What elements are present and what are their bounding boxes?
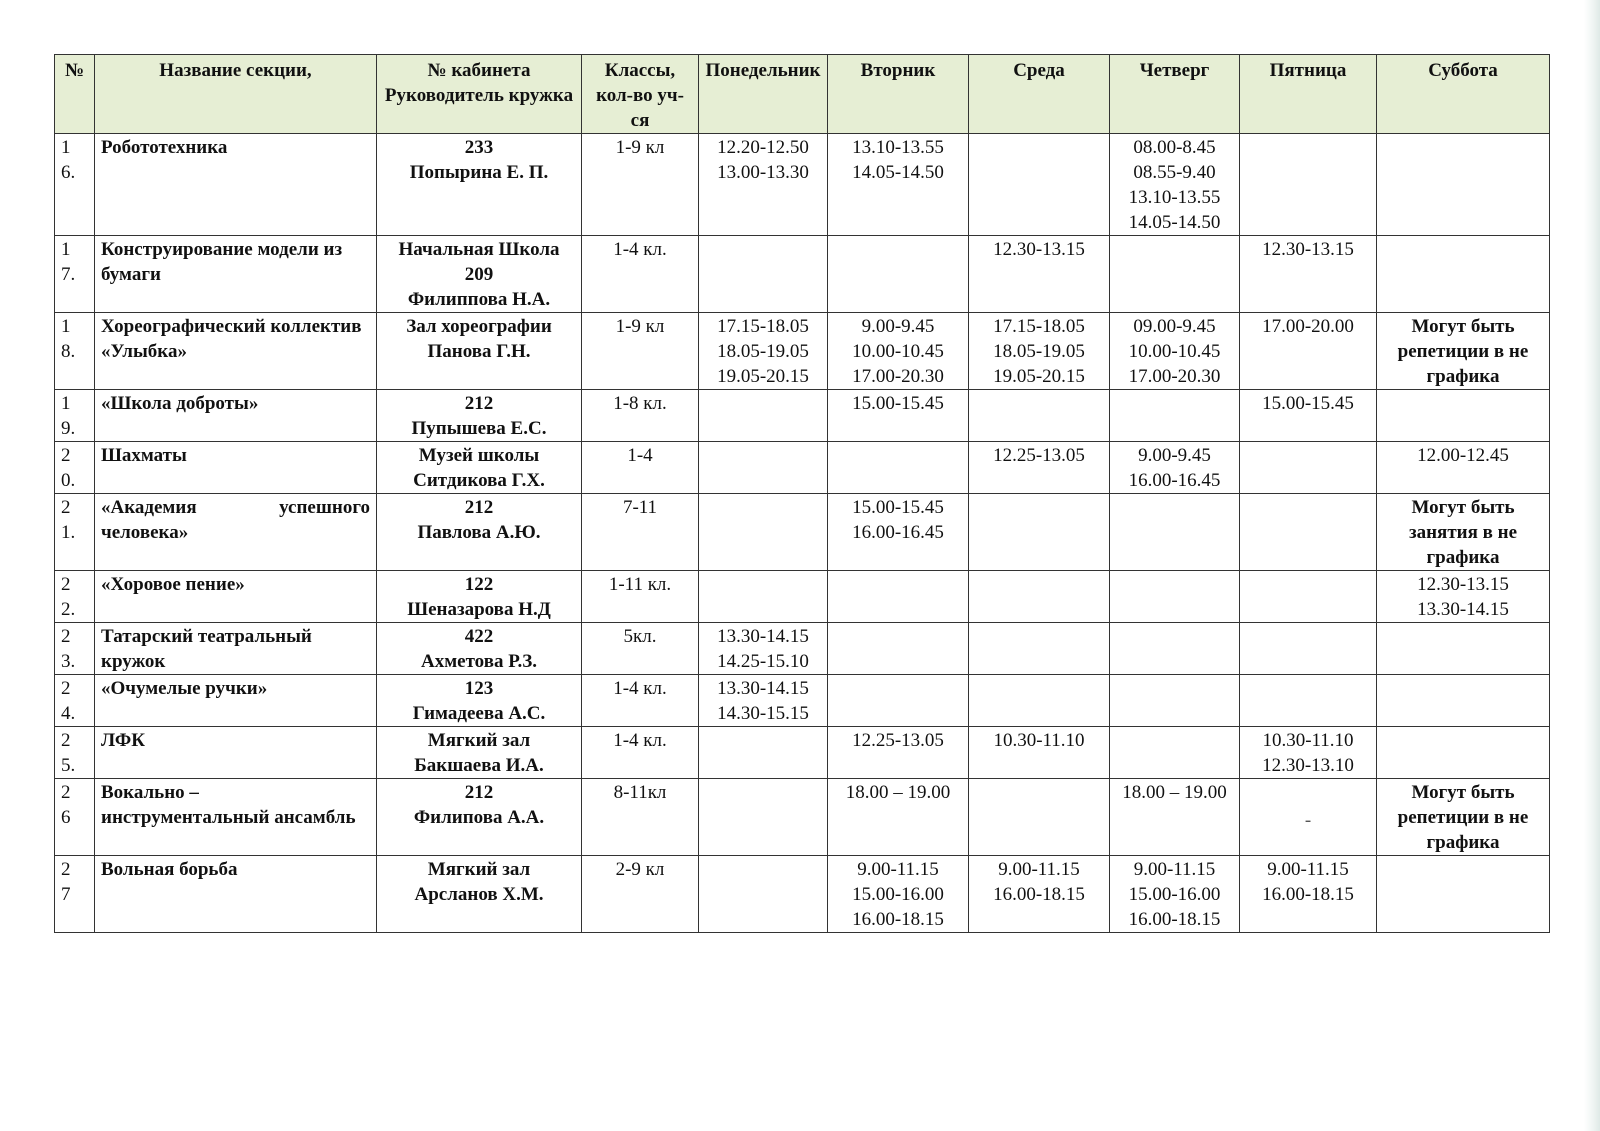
- time-slot: 16.00-18.15: [1262, 884, 1354, 905]
- table-row: [55, 442, 1550, 494]
- section-name: Татарский театральный кружок: [95, 623, 377, 675]
- room-line: Гимадеева А.С.: [412, 703, 546, 724]
- row-number-line: 2: [61, 859, 71, 880]
- table-row: [55, 134, 1550, 236]
- row-number-line: 1: [61, 239, 71, 260]
- row-number-line: 2: [61, 678, 71, 699]
- classes-cell: 1-11 кл.: [582, 571, 699, 623]
- schedule-cell-tue: [828, 442, 969, 494]
- room-and-leader: [377, 236, 582, 313]
- row-number-line: 1.: [61, 522, 76, 543]
- schedule-cell-mon: [699, 571, 828, 623]
- room-line: Филипова А.А.: [413, 807, 545, 828]
- schedule-cell-wed: [969, 856, 1110, 933]
- time-slot: 15.00-15.45: [852, 497, 944, 518]
- room-line: 123: [464, 678, 494, 699]
- header-wed: Среда: [969, 55, 1110, 134]
- saturday-note: Могут быть репетиции в не графика: [1377, 779, 1550, 856]
- schedule-cell-fri: [1240, 313, 1377, 390]
- section-name: Вокально – инструментальный ансамбль: [95, 779, 377, 856]
- row-number-line: 8.: [61, 341, 76, 362]
- table-row: [55, 390, 1550, 442]
- header-room: № кабинета Руководитель кружка: [377, 55, 582, 134]
- room-and-leader: [377, 779, 582, 856]
- scan-edge: [1584, 0, 1600, 1131]
- room-line: Павлова А.Ю.: [417, 522, 541, 543]
- schedule-cell-tue: [828, 675, 969, 727]
- room-line: Бакшаева И.А.: [414, 755, 544, 776]
- time-slot: 12.30-13.15: [993, 239, 1085, 260]
- time-slot: 9.00-11.15: [857, 859, 939, 880]
- row-number-line: 6: [61, 807, 71, 828]
- schedule-cell-mon: [699, 134, 828, 236]
- time-slot: 15.00-15.45: [1262, 393, 1354, 414]
- time-slot: 10.00-10.45: [852, 341, 944, 362]
- schedule-cell-wed: [969, 727, 1110, 779]
- schedule-cell-thu: [1110, 494, 1240, 571]
- room-and-leader: [377, 675, 582, 727]
- time-slot: 19.05-20.15: [993, 366, 1085, 387]
- room-line: 212: [464, 782, 494, 803]
- schedule-cell-mon: [699, 390, 828, 442]
- room-line: 233: [464, 137, 494, 158]
- time-slot: 9.00-11.15: [1267, 859, 1349, 880]
- time-slot: 12.25-13.05: [993, 445, 1085, 466]
- schedule-cell-fri: [1240, 442, 1377, 494]
- schedule-cell-tue: [828, 134, 969, 236]
- time-slot: 13.30-14.15: [717, 678, 809, 699]
- room-and-leader: [377, 494, 582, 571]
- schedule-cell-wed: [969, 134, 1110, 236]
- schedule-cell-mon: [699, 727, 828, 779]
- room-line: Пупышева Е.С.: [411, 418, 547, 439]
- classes-cell: 2-9 кл: [582, 856, 699, 933]
- room-and-leader: [377, 623, 582, 675]
- section-name: «Очумелые ручки»: [95, 675, 377, 727]
- row-number-line: 1: [61, 393, 71, 414]
- schedule-cell-sat: [1377, 236, 1550, 313]
- schedule-cell-tue: [828, 779, 969, 856]
- row-number: [55, 494, 95, 571]
- schedule-cell-mon: [699, 779, 828, 856]
- room-and-leader: [377, 442, 582, 494]
- schedule-cell-thu: [1110, 134, 1240, 236]
- row-number-line: 5.: [61, 755, 76, 776]
- classes-cell: 7-11: [582, 494, 699, 571]
- schedule-cell-thu: [1110, 390, 1240, 442]
- schedule-cell-wed: [969, 236, 1110, 313]
- room-line: Ситдикова Г.Х.: [413, 470, 545, 491]
- row-number-line: 6.: [61, 162, 76, 183]
- schedule-cell-tue: [828, 727, 969, 779]
- schedule-cell-mon: [699, 675, 828, 727]
- time-slot: 10.30-11.10: [993, 730, 1085, 751]
- time-slot: 12.30-13.15: [1262, 239, 1354, 260]
- section-name: «Школа доброты»: [95, 390, 377, 442]
- row-number: [55, 236, 95, 313]
- schedule-cell-mon: [699, 494, 828, 571]
- time-slot: 18.05-19.05: [993, 341, 1085, 362]
- header-no: №: [55, 55, 95, 134]
- time-slot: 19.05-20.15: [717, 366, 809, 387]
- header-fri: Пятница: [1240, 55, 1377, 134]
- schedule-cell-fri: [1240, 779, 1377, 856]
- section-name: Шахматы: [95, 442, 377, 494]
- schedule-cell-fri: [1240, 571, 1377, 623]
- time-slot: 10.00-10.45: [1128, 341, 1221, 362]
- schedule-cell-wed: [969, 390, 1110, 442]
- schedule-cell-tue: [828, 390, 969, 442]
- schedule-cell-wed: [969, 675, 1110, 727]
- row-number-line: 3.: [61, 651, 76, 672]
- schedule-cell-fri: [1240, 236, 1377, 313]
- time-slot: 12.20-12.50: [717, 137, 809, 158]
- table-row: [55, 779, 1550, 856]
- header-row: [55, 55, 1550, 134]
- room-and-leader: [377, 856, 582, 933]
- room-and-leader: [377, 727, 582, 779]
- section-name: Конструирование модели из бумаги: [95, 236, 377, 313]
- row-number: [55, 571, 95, 623]
- classes-cell: 8-11кл: [582, 779, 699, 856]
- classes-cell: 1-9 кл: [582, 313, 699, 390]
- schedule-cell-thu: [1110, 727, 1240, 779]
- row-number-line: 7.: [61, 264, 76, 285]
- schedule-cell-thu: [1110, 571, 1240, 623]
- room-line: 209: [464, 264, 494, 285]
- time-slot: 08.00-8.45: [1133, 137, 1216, 158]
- room-line: Арсланов Х.М.: [414, 884, 544, 905]
- schedule-cell-wed: [969, 779, 1110, 856]
- time-slot: 18.00 – 19.00: [1122, 782, 1227, 803]
- schedule-cell-sat: [1377, 675, 1550, 727]
- schedule-cell-fri: [1240, 675, 1377, 727]
- schedule-cell-fri: [1240, 856, 1377, 933]
- schedule-cell-wed: [969, 442, 1110, 494]
- room-line: Мягкий зал: [427, 730, 531, 751]
- time-slot: 10.30-11.10: [1262, 730, 1354, 751]
- room-line: Зал хореографии: [406, 316, 552, 337]
- schedule-cell-sat: [1377, 571, 1550, 623]
- schedule-table: [54, 54, 1550, 933]
- time-slot: 18.05-19.05: [717, 341, 809, 362]
- schedule-cell-wed: [969, 623, 1110, 675]
- time-slot: 15.00-16.00: [852, 884, 944, 905]
- time-slot: 15.00-16.00: [1128, 884, 1221, 905]
- classes-cell: 1-4 кл.: [582, 236, 699, 313]
- schedule-cell-mon: [699, 236, 828, 313]
- room-line: 422: [464, 626, 494, 647]
- schedule-cell-thu: [1110, 313, 1240, 390]
- time-slot: 13.10-13.55: [1128, 187, 1221, 208]
- time-slot: 13.00-13.30: [717, 162, 809, 183]
- classes-cell: 1-8 кл.: [582, 390, 699, 442]
- room-line: Филиппова Н.А.: [407, 289, 551, 310]
- classes-cell: 5кл.: [582, 623, 699, 675]
- schedule-cell-wed: [969, 571, 1110, 623]
- schedule-cell-thu: [1110, 623, 1240, 675]
- schedule-cell-sat: [1377, 442, 1550, 494]
- time-slot: 17.15-18.05: [993, 316, 1085, 337]
- classes-cell: 1-4 кл.: [582, 675, 699, 727]
- row-number: [55, 856, 95, 933]
- room-line: Ахметова Р.З.: [421, 651, 537, 672]
- schedule-cell-mon: [699, 623, 828, 675]
- time-slot: 17.15-18.05: [717, 316, 809, 337]
- time-slot: 17.00-20.30: [1128, 366, 1221, 387]
- section-name: Робототехника: [95, 134, 377, 236]
- time-slot: 16.00-18.15: [993, 884, 1085, 905]
- table-row: [55, 675, 1550, 727]
- section-name: Хореографический коллектив «Улыбка»: [95, 313, 377, 390]
- row-number-line: 9.: [61, 418, 76, 439]
- time-slot: 18.00 – 19.00: [845, 782, 951, 803]
- room-line: Начальная Школа: [398, 239, 560, 260]
- time-slot: 13.10-13.55: [852, 137, 944, 158]
- schedule-cell-sat: [1377, 623, 1550, 675]
- row-number: [55, 134, 95, 236]
- table-row: [55, 856, 1550, 933]
- time-slot: 15.00-15.45: [852, 393, 944, 414]
- row-number: [55, 313, 95, 390]
- classes-cell: 1-9 кл: [582, 134, 699, 236]
- section-name: «Академия успешного человека»: [95, 494, 377, 571]
- row-number-line: 2: [61, 574, 71, 595]
- time-slot: 12.30-13.10: [1262, 755, 1354, 776]
- time-slot: 12.30-13.15: [1417, 574, 1509, 595]
- schedule-cell-fri: [1240, 623, 1377, 675]
- time-slot: 14.05-14.50: [852, 162, 944, 183]
- table-row: [55, 623, 1550, 675]
- header-mon: Понедельник: [699, 55, 828, 134]
- row-number-line: 2.: [61, 599, 76, 620]
- row-number: [55, 390, 95, 442]
- time-slot: 9.00-11.15: [998, 859, 1080, 880]
- room-line: 122: [464, 574, 494, 595]
- row-number-line: 2: [61, 782, 71, 803]
- schedule-cell-thu: [1110, 236, 1240, 313]
- schedule-cell-sat: [1377, 390, 1550, 442]
- schedule-cell-sat: [1377, 856, 1550, 933]
- dash-mark: -: [1304, 810, 1312, 831]
- time-slot: 16.00-18.15: [1128, 909, 1221, 930]
- classes-cell: 1-4: [582, 442, 699, 494]
- schedule-cell-wed: [969, 494, 1110, 571]
- schedule-cell-fri: [1240, 727, 1377, 779]
- table-row: [55, 494, 1550, 571]
- time-slot: 9.00-9.45: [861, 316, 935, 337]
- schedule-cell-thu: [1110, 779, 1240, 856]
- header-thu: Четверг: [1110, 55, 1240, 134]
- time-slot: 17.00-20.00: [1262, 316, 1354, 337]
- section-name: Вольная борьба: [95, 856, 377, 933]
- schedule-body: [55, 134, 1550, 933]
- schedule-cell-thu: [1110, 442, 1240, 494]
- schedule-cell-mon: [699, 442, 828, 494]
- time-slot: 16.00-16.45: [1128, 470, 1221, 491]
- row-number: [55, 727, 95, 779]
- row-number-line: 1: [61, 316, 71, 337]
- time-slot: 14.30-15.15: [717, 703, 809, 724]
- row-number-line: 2: [61, 497, 71, 518]
- schedule-cell-tue: [828, 571, 969, 623]
- room-and-leader: [377, 571, 582, 623]
- time-slot: 14.25-15.10: [717, 651, 809, 672]
- schedule-cell-sat: [1377, 727, 1550, 779]
- room-line: Музей школы: [418, 445, 540, 466]
- time-slot: 14.05-14.50: [1128, 212, 1221, 233]
- time-slot: 16.00-18.15: [852, 909, 944, 930]
- schedule-cell-tue: [828, 313, 969, 390]
- room-and-leader: [377, 134, 582, 236]
- time-slot: 12.00-12.45: [1417, 445, 1509, 466]
- room-line: Шеназарова Н.Д: [407, 599, 551, 620]
- row-number: [55, 623, 95, 675]
- schedule-cell-mon: [699, 313, 828, 390]
- time-slot: 13.30-14.15: [1417, 599, 1509, 620]
- room-and-leader: [377, 390, 582, 442]
- saturday-note: Могут быть репетиции в не графика: [1377, 313, 1550, 390]
- room-line: Панова Г.Н.: [427, 341, 531, 362]
- schedule-cell-tue: [828, 856, 969, 933]
- table-row: [55, 727, 1550, 779]
- schedule-cell-thu: [1110, 856, 1240, 933]
- time-slot: 13.30-14.15: [717, 626, 809, 647]
- table-row: [55, 236, 1550, 313]
- row-number-line: 4.: [61, 703, 76, 724]
- schedule-cell-fri: [1240, 390, 1377, 442]
- classes-cell: 1-4 кл.: [582, 727, 699, 779]
- section-name: ЛФК: [95, 727, 377, 779]
- time-slot: 08.55-9.40: [1133, 162, 1216, 183]
- section-name: «Хоровое пение»: [95, 571, 377, 623]
- time-slot: 9.00-9.45: [1138, 445, 1211, 466]
- schedule-cell-fri: [1240, 134, 1377, 236]
- time-slot: 09.00-9.45: [1133, 316, 1216, 337]
- saturday-note: Могут быть занятия в не графика: [1377, 494, 1550, 571]
- row-number-line: 1: [61, 137, 71, 158]
- row-number-line: 2: [61, 626, 71, 647]
- room-line: Попырина Е. П.: [409, 162, 549, 183]
- time-slot: 16.00-16.45: [852, 522, 944, 543]
- row-number-line: 7: [61, 884, 71, 905]
- header-sat: Суббота: [1377, 55, 1550, 134]
- header-tue: Вторник: [828, 55, 969, 134]
- room-and-leader: [377, 313, 582, 390]
- row-number: [55, 779, 95, 856]
- schedule-cell-tue: [828, 236, 969, 313]
- table-row: [55, 313, 1550, 390]
- row-number-line: 2: [61, 730, 71, 751]
- schedule-cell-sat: [1377, 134, 1550, 236]
- row-number: [55, 675, 95, 727]
- time-slot: 17.00-20.30: [852, 366, 944, 387]
- time-slot: 12.25-13.05: [852, 730, 944, 751]
- schedule-cell-tue: [828, 494, 969, 571]
- room-line: Мягкий зал: [427, 859, 531, 880]
- schedule-cell-wed: [969, 313, 1110, 390]
- header-name: Название секции,: [95, 55, 377, 134]
- room-line: 212: [464, 393, 494, 414]
- row-number-line: 2: [61, 445, 71, 466]
- room-line: 212: [464, 497, 494, 518]
- table-row: [55, 571, 1550, 623]
- row-number: [55, 442, 95, 494]
- schedule-cell-mon: [699, 856, 828, 933]
- time-slot: 9.00-11.15: [1133, 859, 1216, 880]
- schedule-cell-thu: [1110, 675, 1240, 727]
- schedule-cell-tue: [828, 623, 969, 675]
- header-classes: Классы, кол-во уч-ся: [582, 55, 699, 134]
- row-number-line: 0.: [61, 470, 76, 491]
- schedule-cell-fri: [1240, 494, 1377, 571]
